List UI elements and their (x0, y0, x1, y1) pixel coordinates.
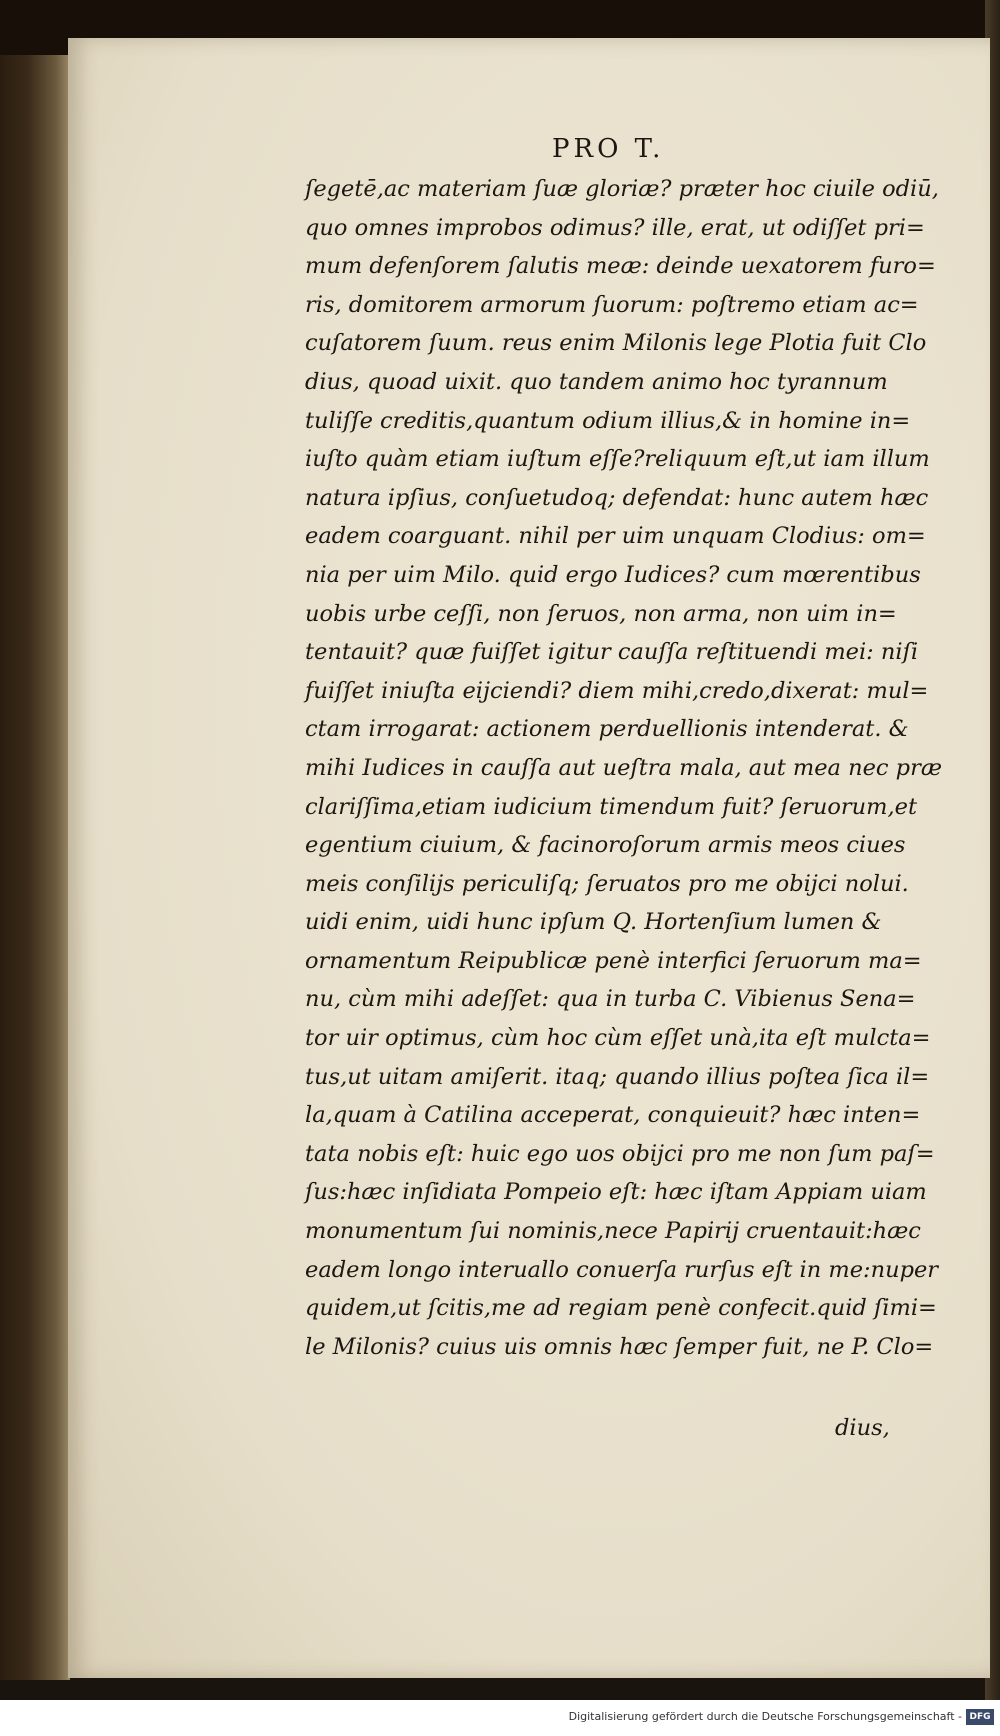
text-line: meis conſilijs periculiſq; ſeruatos pro me obijci nolui. (305, 870, 909, 897)
book-cover-left (0, 55, 70, 1680)
catchword: dius, (835, 1415, 890, 1441)
body-text (305, 170, 945, 1366)
text-line: tus,ut uitam amiſerit. itaq; quando illius poſtea ſica il= (305, 1063, 930, 1090)
text-line: tata nobis eſt: huic ego uos obijci pro me non ſum paſ= (305, 1140, 935, 1167)
footer-bar (0, 1700, 1000, 1736)
text-line: egentium ciuium, & facinoroſorum armis meos ciues (305, 832, 906, 859)
text-line: quo omnes improbos odimus? ille, erat, ut odiſſet pri= (305, 214, 925, 241)
text-line: uidi enim, uidi hunc ipſum Q. Hortenſium lumen & (305, 909, 882, 936)
text-line: natura ipſius, conſuetudoq; defendat: hunc autem hæc (305, 484, 929, 511)
running-head: PRO T. (552, 134, 665, 164)
text-line: clariſſima,etiam iudicium timendum fuit? ſeruorum,et (305, 793, 917, 820)
text-line: cuſatorem ſuum. reus enim Milonis lege Plotia fuit Clo (305, 330, 927, 357)
text-line: quidem,ut ſcitis,me ad regiam penè confecit.quid ſimi= (305, 1295, 937, 1322)
text-line: ornamentum Reipublicæ penè interfici ſeruorum ma= (305, 947, 922, 974)
text-line: eadem longo interuallo conuerſa rurſus eſt in me:nuper (305, 1256, 939, 1283)
text-line: mihi Iudices in cauſſa aut ueſtra mala, aut mea nec præ (305, 754, 942, 781)
text-line: ſegetē,ac materiam ſuæ gloriæ? præter hoc ciuile odiū, (305, 176, 939, 202)
dfg-logo-icon: DFG (966, 1709, 994, 1725)
text-line: fuiſſet iniuſta eijciendi? diem mihi,credo,dixerat: mul= (305, 677, 929, 704)
text-line: nia per uim Milo. quid ergo Iudices? cum mœrentibus (305, 561, 921, 588)
text-line: tentauit? quæ fuiſſet igitur cauſſa reſtituendi mei: niſi (305, 639, 919, 666)
text-line: mum defenſorem ſalutis meæ: deinde uexatorem furo= (305, 253, 936, 280)
text-line: ctam irrogarat: actionem perduellionis intenderat. & (305, 716, 909, 743)
text-line: uobis urbe ceſſi, non ſeruos, non arma, non uim in= (305, 600, 897, 627)
text-line: dius, quoad uixit. quo tandem animo hoc tyrannum (305, 368, 888, 395)
text-line: eadem coarguant. nihil per uim unquam Clodius: om= (305, 523, 926, 550)
text-line: ris, domitorem armorum ſuorum: poſtremo etiam ac= (305, 291, 919, 318)
text-line: ſus:hæc inſidiata Pompeio eſt: hæc iſtam Appiam uiam (305, 1179, 927, 1206)
text-line: iuſto quàm etiam iuſtum eſſe?reliquum eſt,ut iam illum (305, 446, 930, 473)
text-line: le Milonis? cuius uis omnis hæc ſemper fuit, ne P. Clo= (305, 1333, 934, 1360)
funding-credit: Digitalisierung gefördert durch die Deutsche Forschungsgemeinschaft - (568, 1710, 962, 1723)
text-line: monumentum ſui nominis,nece Papirij cruentauit:hæc (305, 1218, 921, 1245)
text-line: tor uir optimus, cùm hoc cùm eſſet unà,ita eſt mulcta= (305, 1025, 931, 1052)
text-line: tuliſſe creditis,quantum odium illius,& in homine in= (305, 407, 911, 434)
text-line: nu, cùm mihi adeſſet: qua in turba C. Vibienus Sena= (305, 986, 916, 1013)
text-line: la,quam à Catilina acceperat, conquieuit? hæc inten= (305, 1102, 921, 1129)
